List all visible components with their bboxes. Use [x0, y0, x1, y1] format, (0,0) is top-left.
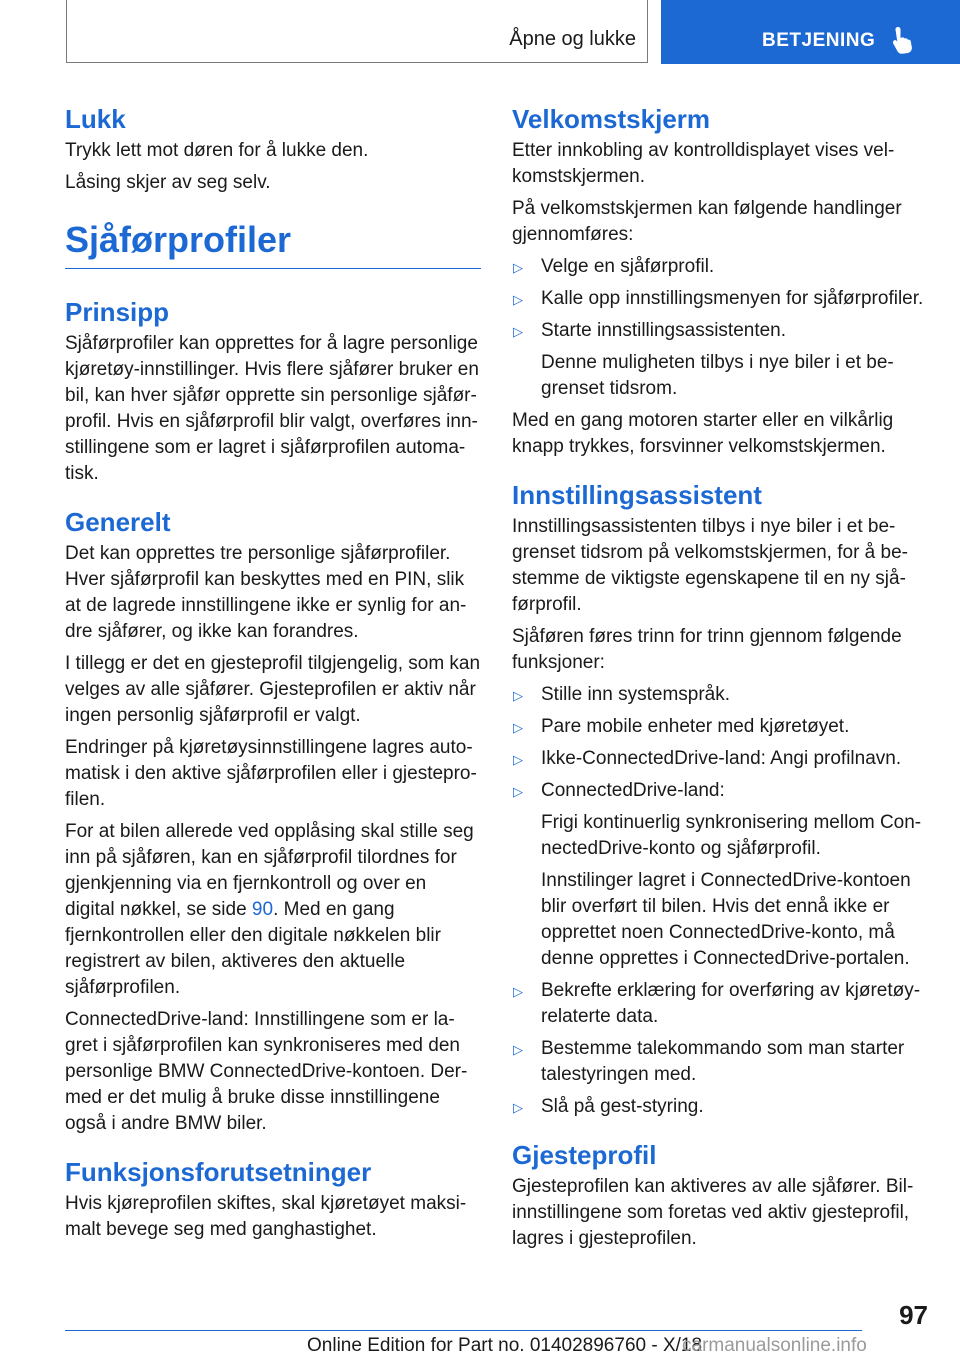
triangle-bullet-icon: ▷ [513, 784, 523, 799]
heading-innstillingsassistent: Innstillingsassistent [512, 480, 762, 510]
list-item-text: Bestemme talekommando som man starter talestyringen med. [541, 1038, 905, 1085]
triangle-bullet-icon: ▷ [513, 984, 523, 999]
list-item-subtext: Denne muligheten tilbys i nye biler i et be-grenset tidsrom. [541, 352, 894, 399]
paragraph-generelt-2: I tillegg er det en gjesteprofil tilgjengelig, som kan velges av alle sjåfører. Gjesteprofilen er aktiv når ingen personlig sjåførprofil er valgt. [65, 653, 481, 726]
header-section-title: Åpne og lukke [509, 28, 636, 50]
footer-divider [65, 1330, 862, 1331]
chapter-heading-rule [65, 216, 481, 269]
paragraph-generelt-4-text-a: For at bilen allerede ved opplåsing skal stille seg inn på sjåføren, kan en sjåførprofil tilordnes for gjenkjenning via en fjernkontroll og over en digital nøkkel, se side [65, 821, 474, 920]
paragraph-generelt-1: Det kan opprettes tre personlige sjåførprofiler. Hver sjåførprofil kan beskyttes med en PIN, slik at de lagrede innstillingene ikke er synlig for an-dre sjåfører, og ikke kan forandres. [65, 543, 467, 642]
hand-pointer-icon [892, 26, 918, 54]
triangle-bullet-icon: ▷ [513, 752, 523, 767]
list-item-text: Stille inn systemspråk. [541, 684, 731, 705]
triangle-bullet-icon: ▷ [513, 720, 523, 735]
list-item [512, 1094, 926, 1120]
paragraph-velkomst-3: Med en gang motoren starter eller en vilkårlig knapp trykkes, forsvinner velkomstskjermen. [512, 410, 894, 457]
triangle-bullet-icon: ▷ [513, 324, 523, 339]
paragraph-generelt-4-text-b: . Med en gang fjernkontrollen eller den digitale nøkkelen blir registrert av bilen, aktiveres den aktuelle sjåførprofilen. [65, 899, 441, 998]
list-item-text: Ikke-ConnectedDrive-land: Angi profilnavn. [541, 748, 902, 769]
paragraph-velkomst-2: På velkomstskjermen kan følgende handlinger gjennomføres: [512, 198, 902, 245]
list-item [512, 1036, 926, 1088]
paragraph-funksjonsforutsetninger: Hvis kjøreprofilen skiftes, skal kjøretøyet maksi-malt bevege seg med ganghastighet. [65, 1193, 467, 1240]
paragraph-lukk-1: Trykk lett mot døren for å lukke den. [65, 140, 369, 161]
page-reference-link[interactable]: 90 [251, 899, 274, 920]
paragraph-gjesteprofil: Gjesteprofilen kan aktiveres av alle sjåfører. Bil-innstillingene som foretas ved aktiv gjesteprofil, lagres i gjesteprofilen. [512, 1176, 914, 1249]
left-column [65, 100, 481, 1249]
header-chapter-tab[interactable] [661, 0, 960, 64]
list-item [512, 746, 926, 772]
list-item-text: Kalle opp innstillingsmenyen for sjåførprofiler. [541, 288, 924, 309]
list-item-text: Starte innstillingsassistenten. [541, 320, 787, 341]
footer-edition: Online Edition for Part no. 01402896760 - X/18 [307, 1335, 703, 1356]
triangle-bullet-icon: ▷ [513, 1042, 523, 1057]
chapter-heading-sjaforprofiler: Sjåførprofiler [65, 219, 292, 260]
footer-watermark: carmanualsonline.info [682, 1335, 867, 1356]
list-item-text: ConnectedDrive-land: [541, 780, 725, 801]
heading-prinsipp: Prinsipp [65, 297, 170, 327]
paragraph-velkomst-1: Etter innkobling av kontrolldisplayet vises vel-komstskjermen. [512, 140, 895, 187]
heading-funksjonsforutsetninger: Funksjonsforutsetninger [65, 1157, 372, 1187]
paragraph-generelt-3: Endringer på kjøretøysinnstillingene lagres auto-matisk i den aktive sjåførprofilen eller i gjestepro-filen. [65, 737, 477, 810]
list-item [512, 254, 926, 280]
list-item [512, 682, 926, 708]
list-velkomst [512, 254, 926, 402]
list-item [512, 318, 926, 402]
list-item-subtext: Frigi kontinuerlig synkronisering mellom Con-nectedDrive-konto og sjåførprofil. [541, 812, 922, 859]
list-item-text: Bekrefte erklæring for overføring av kjøretøy-relaterte data. [541, 980, 921, 1027]
page-number: 97 [899, 1300, 928, 1330]
list-item [512, 778, 926, 972]
list-item-text: Slå på gest-styring. [541, 1096, 704, 1117]
list-item-text: Pare mobile enheter med kjøretøyet. [541, 716, 850, 737]
header-chapter-label: BETJENING [762, 30, 876, 51]
paragraph-innstilling-2: Sjåføren føres trinn for trinn gjennom følgende funksjoner: [512, 626, 902, 673]
paragraph-lukk-2: Låsing skjer av seg selv. [65, 172, 271, 193]
triangle-bullet-icon: ▷ [513, 688, 523, 703]
triangle-bullet-icon: ▷ [513, 260, 523, 275]
paragraph-innstilling-1: Innstillingsassistenten tilbys i nye biler i et be-grenset tidsrom på velkomstskjermen, for å be-stemme de viktigste egenskapene til en ny sjå-førprofil. [512, 516, 908, 615]
paragraph-generelt-4 [65, 819, 481, 1001]
list-innstilling [512, 682, 926, 1120]
heading-generelt: Generelt [65, 507, 171, 537]
heading-velkomstskjerm: Velkomstskjerm [512, 104, 711, 134]
paragraph-prinsipp: Sjåførprofiler kan opprettes for å lagre personlige kjøretøy-innstillinger. Hvis flere sjåfører bruker en bil, kan hver sjåfør opprette sin personlige sjåfør-profil. Hvis en sjåførprofil blir valgt, overføres inn-stillingene som er lagret i sjåførprofilen automa-tisk. [65, 333, 479, 484]
list-item [512, 978, 926, 1030]
list-item-subtext: Innstilinger lagret i ConnectedDrive-kontoen blir overført til bilen. Hvis det ennå ikke er opprettet noen ConnectedDrive-konto, må denne opprettes i ConnectedDrive-portalen. [541, 870, 911, 969]
list-item [512, 286, 926, 312]
right-column [512, 100, 926, 1258]
list-item [512, 714, 926, 740]
triangle-bullet-icon: ▷ [513, 1100, 523, 1115]
heading-lukk: Lukk [65, 104, 126, 134]
list-item-text: Velge en sjåførprofil. [541, 256, 715, 277]
paragraph-generelt-5: ConnectedDrive-land: Innstillingene som er la-gret i sjåførprofilen kan synkroniseres med den personlige BMW ConnectedDrive-kontoen. Der-med er det mulig å bruke disse innstillingene også i andre BMW biler. [65, 1009, 468, 1134]
triangle-bullet-icon: ▷ [513, 292, 523, 307]
heading-gjesteprofil: Gjesteprofil [512, 1140, 657, 1170]
